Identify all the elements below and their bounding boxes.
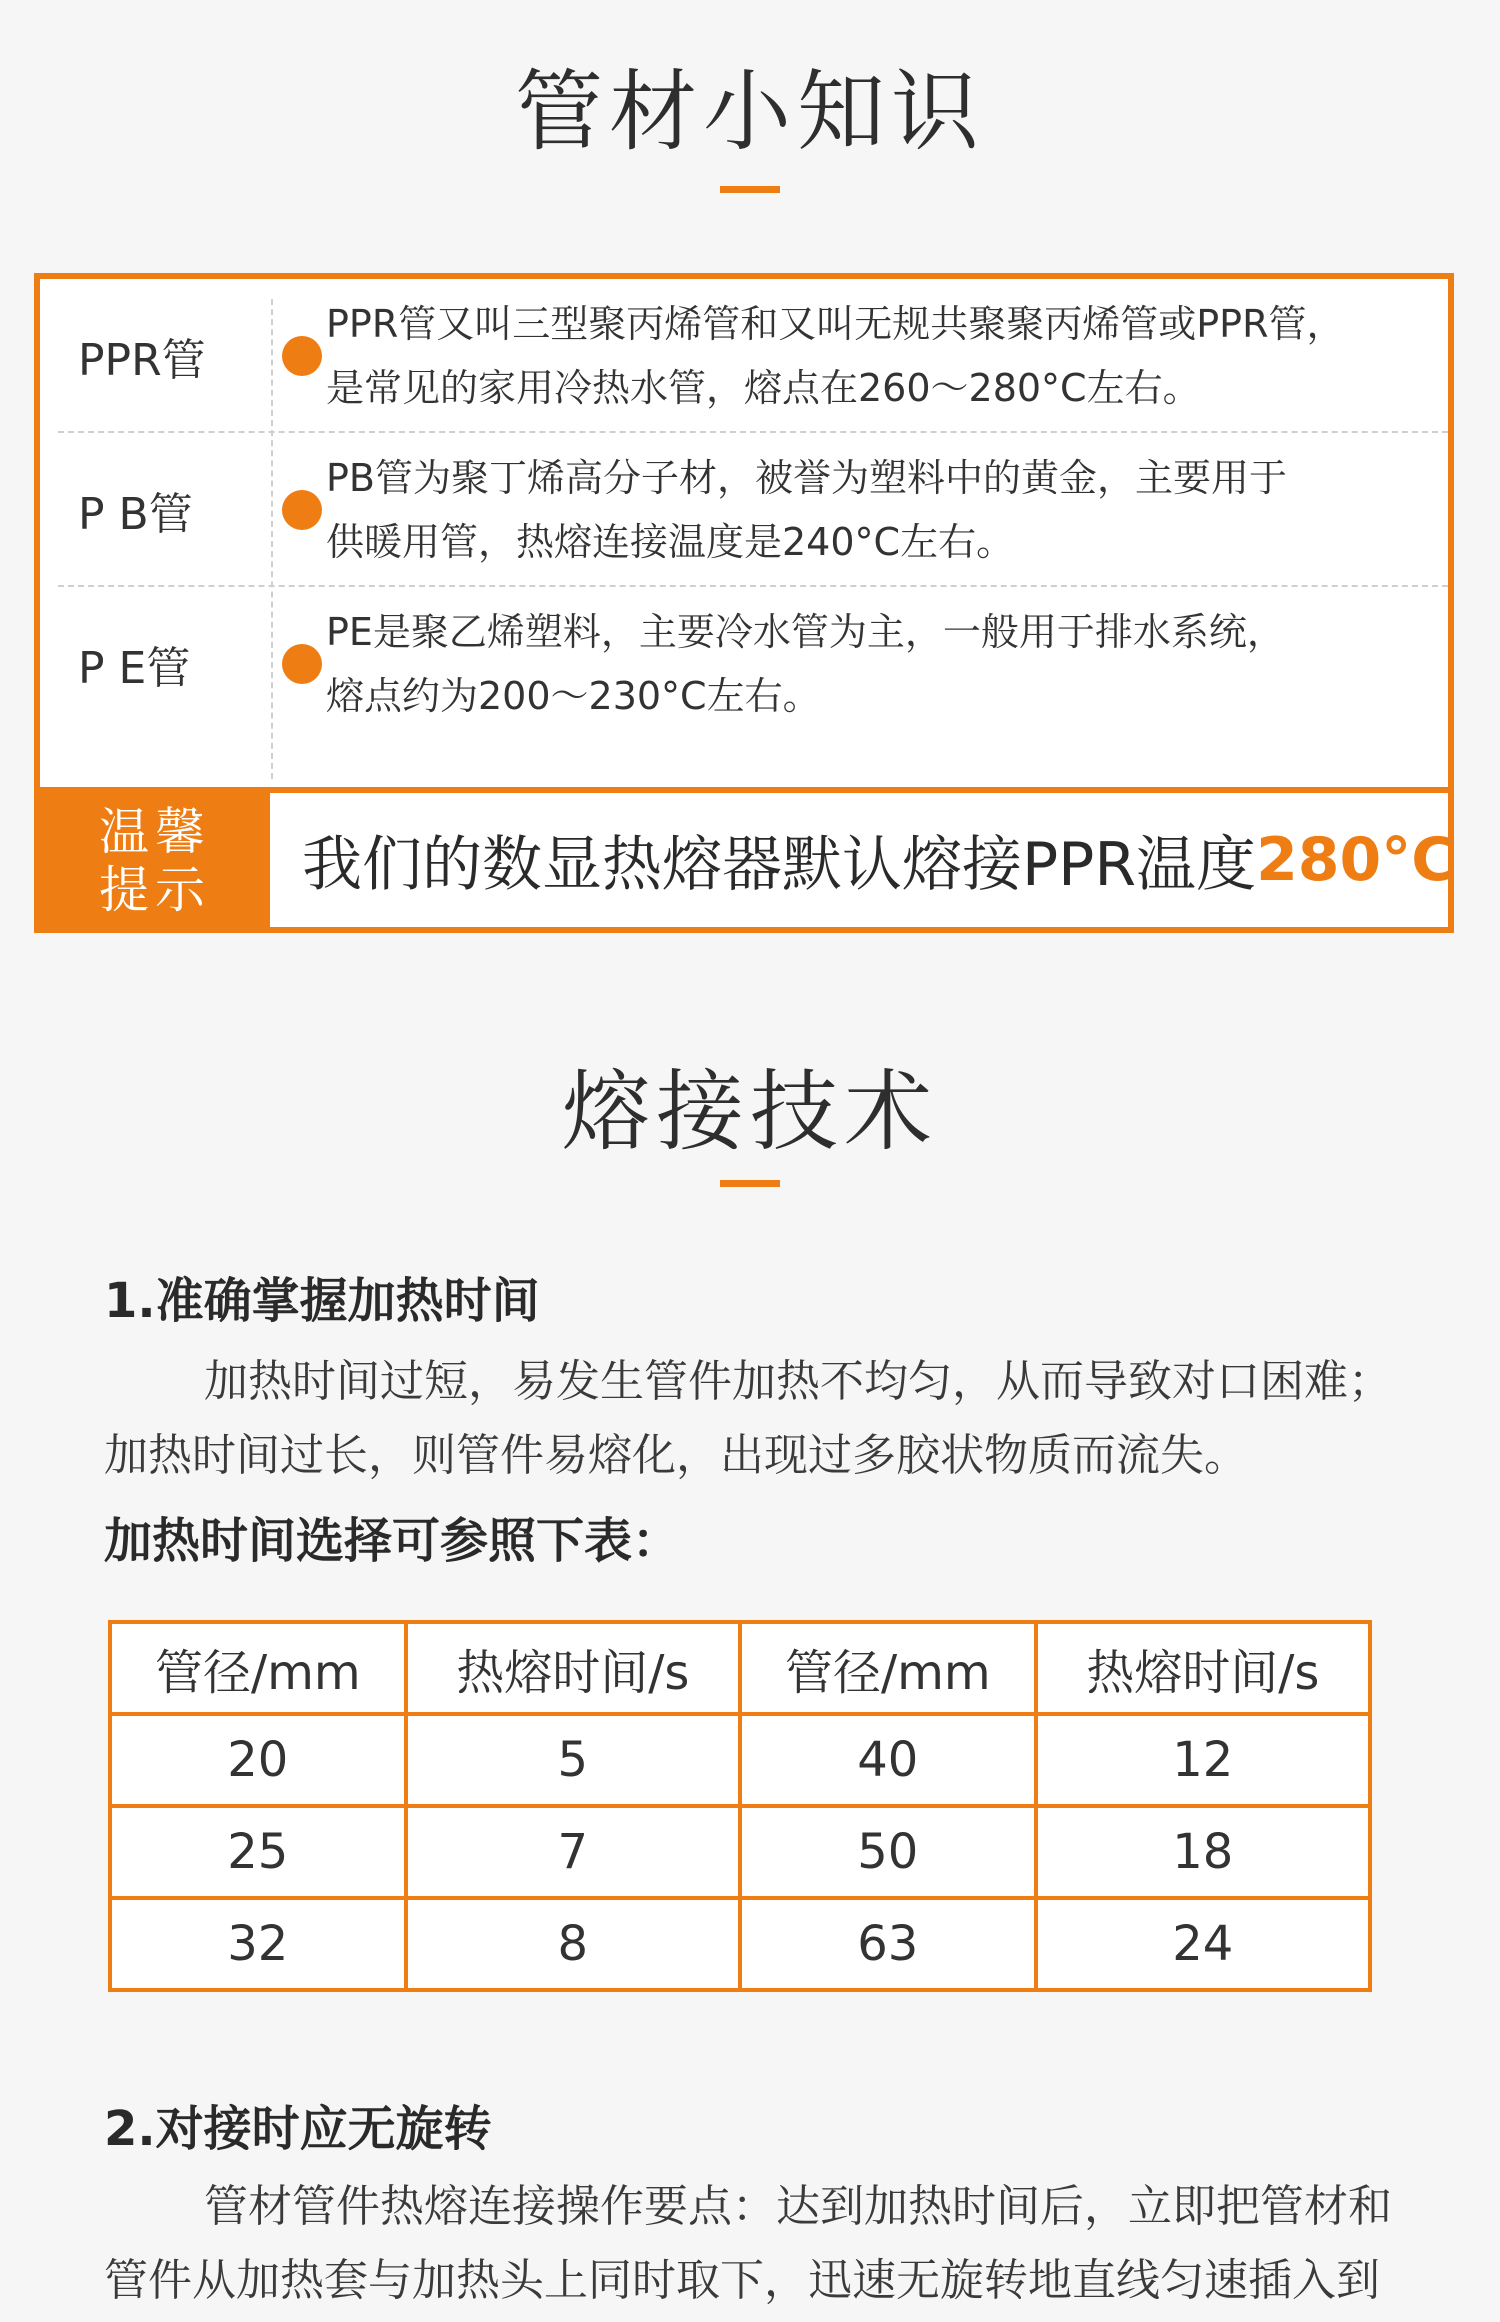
pipe-type-label: PPR管: [78, 335, 206, 386]
table-cell: 18: [1036, 1806, 1370, 1898]
knowledge-row-pb: [58, 433, 1468, 587]
knowledge-row-ppr: [58, 279, 1468, 433]
paragraph-line: 加热时间过长，则管件易熔化，出现过多胶状物质而流失。: [104, 1430, 1248, 1481]
tip-temperature: 280°C: [1256, 825, 1456, 895]
table-cell: 50: [740, 1806, 1036, 1898]
step2-paragraph: [104, 2170, 1424, 2318]
table-cell: 63: [740, 1898, 1036, 1990]
table-intro: 加热时间选择可参照下表：: [104, 1513, 681, 1569]
table-header-cell: 管径/mm: [110, 1622, 406, 1714]
tip-bar: [40, 787, 1456, 927]
pipe-type-label: P E管: [78, 643, 191, 694]
step2-heading: 2.对接时应无旋转: [104, 2101, 492, 2157]
description-line: PE是聚乙烯塑料，主要冷水管为主，一般用于排水系统，: [326, 610, 1285, 654]
table-row: [110, 1714, 1370, 1806]
tip-label-line: 温馨: [99, 803, 211, 861]
pipe-description: [326, 433, 1444, 587]
table-cell: 25: [110, 1806, 406, 1898]
table-cell: 24: [1036, 1898, 1370, 1990]
description-line: 是常见的家用冷热水管，熔点在260～280°C左右。: [326, 366, 1201, 410]
table-cell: 8: [406, 1898, 740, 1990]
paragraph-line: 管件从加热套与加热头上同时取下，迅速无旋转地直线匀速插入到: [104, 2255, 1380, 2306]
bullet-dot-icon: [282, 644, 322, 684]
table-cell: 32: [110, 1898, 406, 1990]
table-header-cell: 热熔时间/s: [1036, 1622, 1370, 1714]
description-line: 熔点约为200～230°C左右。: [326, 674, 821, 718]
tip-text: [302, 793, 1455, 927]
tip-label-line: 提示: [99, 861, 211, 919]
title-underline: [720, 1180, 780, 1187]
table-cell: 12: [1036, 1714, 1370, 1806]
table-header-row: [110, 1622, 1370, 1714]
pipe-description: [326, 279, 1444, 433]
section-title-knowledge: 管材小知识: [514, 60, 985, 163]
table-cell: 5: [406, 1714, 740, 1806]
tip-message: 我们的数显热熔器默认熔接PPR温度: [302, 830, 1257, 900]
table-row: [110, 1806, 1370, 1898]
heating-time-table: [108, 1620, 1372, 1992]
tip-label: [40, 793, 270, 927]
title-underline: [720, 186, 780, 193]
table-header-cell: 热熔时间/s: [406, 1622, 740, 1714]
description-line: 供暖用管，热熔连接温度是240°C左右。: [326, 520, 1015, 564]
table-cell: 20: [110, 1714, 406, 1806]
pipe-type-label: P B管: [78, 489, 193, 540]
table-header-cell: 管径/mm: [740, 1622, 1036, 1714]
description-line: PPR管又叫三型聚丙烯管和又叫无规共聚聚丙烯管或PPR管，: [326, 302, 1345, 346]
bullet-dot-icon: [282, 490, 322, 530]
step1-heading: 1.准确掌握加热时间: [104, 1273, 540, 1329]
step1-paragraph: [104, 1345, 1424, 1493]
knowledge-row-pe: [58, 587, 1468, 741]
paragraph-line: 加热时间过短，易发生管件加热不均匀，从而导致对口困难；: [204, 1356, 1392, 1407]
pipe-description: [326, 587, 1444, 741]
paragraph-line: 管材管件热熔连接操作要点：达到加热时间后，立即把管材和: [204, 2181, 1392, 2232]
pipe-knowledge-box: [34, 273, 1454, 933]
table-cell: 7: [406, 1806, 740, 1898]
section-title-welding: 熔接技术: [561, 1060, 938, 1163]
bullet-dot-icon: [282, 336, 322, 376]
table-row: [110, 1898, 1370, 1990]
description-line: PB管为聚丁烯高分子材，被誉为塑料中的黄金，主要用于: [326, 456, 1287, 500]
table-cell: 40: [740, 1714, 1036, 1806]
